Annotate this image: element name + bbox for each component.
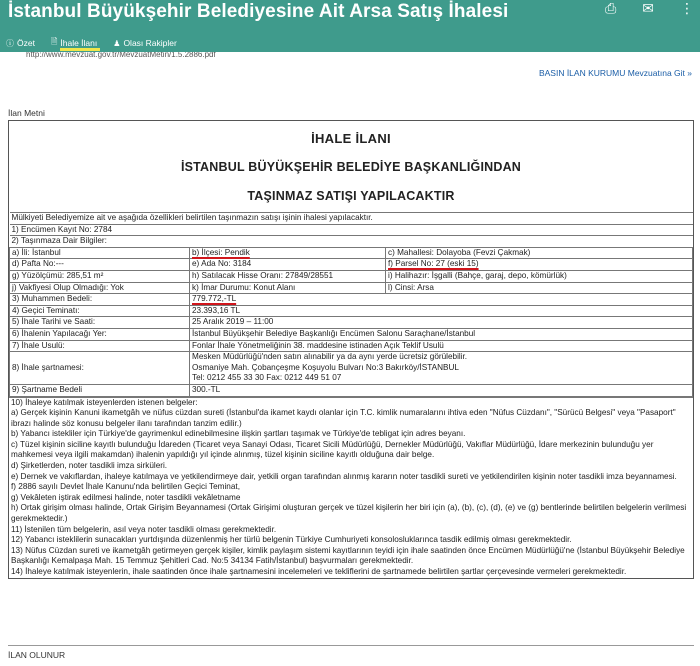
value-sartname-bedeli: 300.-TL <box>190 384 693 396</box>
cell-yuzolcumu: g) Yüzölçümü: 285,51 m² <box>10 270 190 282</box>
footer-label: İLAN OLUNUR <box>8 645 694 660</box>
source-link[interactable]: BASIN İLAN KURUMU Mevzuatına Git » <box>538 68 692 78</box>
tab-label: Olası Rakipler <box>123 38 177 48</box>
list-item: f) 2886 sayılı Devlet İhale Kanunu'nda belirtilen Geçici Teminat, <box>11 482 240 492</box>
cell-mahalle: c) Mahallesi: Dolayoba (Fevzi Çakmak) <box>386 247 693 259</box>
intro-text: Mülkiyeti Belediyemize ait ve aşağıda özellikleri belirtilen taşınmazın satışı işinin ihalesi yapılacaktır. <box>10 213 693 225</box>
cell-imar: k) İmar Durumu: Konut Alanı <box>190 282 386 294</box>
info-icon: ⓘ <box>6 38 14 48</box>
sartname-address: Osmaniye Mah. Çobançeşme Koşuyolu Bulvarı No:3 Bakırköy/İSTANBUL <box>192 362 459 372</box>
value-sartname <box>190 352 693 385</box>
print-icon[interactable]: ⎙ <box>605 0 617 16</box>
value-tarih: 25 Aralık 2019 – 11:00 <box>190 317 693 329</box>
list-item: b) Yabancı istekliler için Türkiye'de gayrimenkul edinebilmesine ilişkin şartları taşımak ve Türkiye'de tebligat için adres beyanı. <box>11 429 466 439</box>
sartname-line: Mesken Müdürlüğü'nden satın alınabilir ya da aynı yerde ücretsiz görülebilir. <box>192 352 468 362</box>
list-item: 10) İhaleye katılmak isteyenlerden istenen belgeler: <box>11 397 198 407</box>
list-item: g) Vekâleten iştirak edilmesi halinde, noter tasdikli vekâletname <box>11 492 241 502</box>
tab-label: İhale İlanı <box>60 38 98 48</box>
more-icon[interactable]: ⋮ <box>680 0 694 16</box>
property-table <box>9 212 693 397</box>
list-item: 12) Yabancı isteklilerin sunacakları yurtdışında düzenlenmiş her türlü belgenin Türkiye Cumhuriyeti konsolosluklarınca tasdik edilmiş olması gerekmektedir. <box>11 535 572 545</box>
announcement-document <box>8 120 694 579</box>
label-sartname: 8) İhale şartnamesi: <box>10 352 190 385</box>
cell-pafta: d) Pafta No:--- <box>10 259 190 271</box>
tab-olasi-rakipler[interactable] <box>113 36 177 50</box>
value-usul: Fonlar İhale Yönetmeliğinin 38. maddesine istinaden Açık Teklif Usulü <box>190 340 693 352</box>
app-header <box>0 0 700 52</box>
cell-il: a) İli: İstanbul <box>10 247 190 259</box>
row-tasinmaz-bilgi: 2) Taşınmaza Dair Bilgiler: <box>10 236 693 248</box>
list-item: a) Gerçek kişinin Kanuni ikametgâh ve nüfus cüzdan sureti (İstanbul'da ikamet kaydı olanlar için T.C. kimlik numaralarını ihtiva eden "Nüfus Cüzdanı", "Sürücü Belgesi" veya "Pasaport" ibrazı halinde söz konusu belgeler ilanı tarafından tanzim edilir.) <box>11 408 676 428</box>
document-icon: 🗎 <box>50 37 58 46</box>
label-yer: 6) İhalenin Yapılacağı Yer: <box>10 328 190 340</box>
label-muhammen: 3) Muhammen Bedeli: <box>10 294 190 306</box>
label-tarih: 5) İhale Tarihi ve Saati: <box>10 317 190 329</box>
value-teminat: 23.393,16 TL <box>190 305 693 317</box>
list-item: e) Dernek ve vakıflardan, ihaleye katılmaya ve yetkilendirmeye dair, yetkili organ tarafından alınmış kararın noter tasdikli sureti ve yetkilendirilen kişinin noter tasdikli imza beyannamesi. <box>11 471 677 481</box>
cell-ada: e) Ada No: 3184 <box>190 259 386 271</box>
url-text[interactable]: http://www.mevzuat.gov.tr/MevzuatMetin/1.5.2886.pdf <box>26 52 216 59</box>
document-header <box>9 121 693 203</box>
cell-halihazir: i) Halihazır: İşgalli (Bahçe, garaj, depo, kömürlük) <box>386 270 693 282</box>
requirements-list <box>9 397 693 578</box>
label-teminat: 4) Geçici Teminatı: <box>10 305 190 317</box>
doc-title: İHALE İLANI <box>311 131 391 146</box>
list-item: c) Tüzel kişinin siciline kayıtlı bulunduğu İdareden (Ticaret veya Sanayi Odası, Ticaret Sicili Müdürlüğü, Dernekler Müdürlüğü, Vakıflar Müdürlüğü, İdare merkezinin bulunduğu yer mahkemesi veya ilgili makamdan) ihalenin yapıldığı yıl içinde alınmış, tüzel kişinin siciline kayıtlı olduğuna dair belge. <box>11 439 654 460</box>
mail-icon[interactable]: ✉ <box>642 0 654 16</box>
value-muhammen <box>190 294 693 306</box>
tab-label: Özet <box>17 38 35 48</box>
cell-hisse: h) Satılacak Hisse Oranı: 27849/28551 <box>190 270 386 282</box>
active-tab-indicator <box>60 48 100 51</box>
value-yer: İstanbul Büyükşehir Belediye Başkanlığı Encümen Salonu Saraçhane/İstanbul <box>190 328 693 340</box>
header-actions <box>605 0 694 14</box>
section-label: İlan Metni <box>8 108 45 118</box>
ilce-value: b) İlçesi: Pendik <box>192 247 250 257</box>
app-title: İstanbul Büyükşehir Belediyesine Ait Arsa Satış İhalesi <box>8 1 509 22</box>
muhammen-value: 779.772,-TL <box>192 294 237 304</box>
cell-parsel <box>386 259 693 271</box>
cell-vakfiye: j) Vakfiyesi Olup Olmadığı: Yok <box>10 282 190 294</box>
doc-subtitle: İSTANBUL BÜYÜKŞEHİR BELEDİYE BAŞKANLIĞINDAN <box>180 160 522 174</box>
parsel-value: f) Parsel No: 27 (eski 15) <box>388 259 479 269</box>
list-item: 14) İhaleye katılmak isteyenlerin, ihale saatinden önce ihale şartnamesini incelemeleri ve tekliflerini de şartnamede belirtilen şartlar çerçevesinde vermeleri gerekmektedir. <box>11 567 627 576</box>
users-icon: ♟ <box>113 38 121 48</box>
label-usul: 7) İhale Usulü: <box>10 340 190 352</box>
list-item: 11) İstenilen tüm belgelerin, asıl veya noter tasdikli olması gerekmektedir. <box>11 524 277 534</box>
cell-cinsi: l) Cinsi: Arsa <box>386 282 693 294</box>
sartname-phone: Tel: 0212 455 33 30 Fax: 0212 449 51 07 <box>192 373 342 383</box>
list-item: 13) Nüfus Cüzdan sureti ve ikametgâh getirmeyen gerçek kişiler, kimlik paylaşım sistemi kayıtlarının teyidi için ihale saatinden önce Encümen Müdürlüğü'ne (İstanbul Büyükşehir Belediye Başkanlığı Kemalpaşa Mah. 15 Temmuz Şehitleri Cad. No:5 34134 Fatih/İstanbul) başvurmaları gerekmektedir. <box>11 545 685 566</box>
label-sartname-bedeli: 9) Şartname Bedeli <box>10 384 190 396</box>
cell-ilce <box>190 247 386 259</box>
doc-heading: TAŞINMAZ SATIŞI YAPILACAKTIR <box>247 189 455 203</box>
list-item: h) Ortak girişim olması halinde, Ortak Girişim Beyannamesi (Ortak Girişimi oluşturan gerçek ve tüzel kişilerin her biri için (a), (b), (c), (d), (e) ve (g) bentlerinde belirtilen belgelerin verilmesi gerekmektedir.) <box>11 503 687 524</box>
tab-ozet[interactable] <box>6 36 35 50</box>
row-kayit-no: 1) Encümen Kayıt No: 2784 <box>10 224 693 236</box>
list-item: d) Şirketlerden, noter tasdikli imza sirküleri. <box>11 461 168 471</box>
